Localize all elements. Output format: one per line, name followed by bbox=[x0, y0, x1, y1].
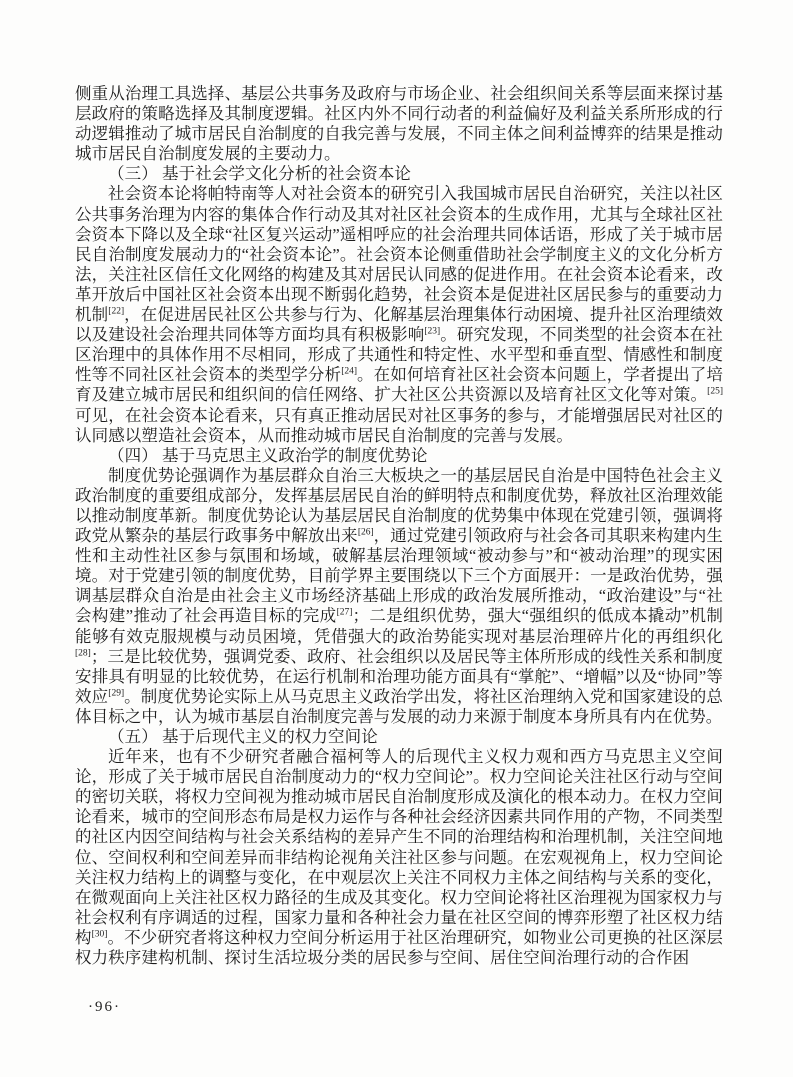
citation-superscript: [29] bbox=[108, 688, 125, 699]
citation-superscript: [27] bbox=[336, 607, 353, 618]
section-heading: （三） 基于社会学文化分析的社会资本论 bbox=[108, 164, 412, 184]
page-number: ·96· bbox=[88, 999, 121, 1015]
section-heading: （五） 基于后现代主义的权力空间论 bbox=[108, 727, 378, 746]
citation-superscript: [26] bbox=[357, 527, 374, 538]
section-heading: （四） 基于马克思主义政治学的制度优势论 bbox=[108, 445, 428, 465]
paragraph: 制度优势论强调作为基层群众自治三大板块之一的基层居民自治是中国特色社会主义政治制度的重要组成部分，发挥基层居民自治的鲜明特点和制度优势，释放社区治理效能以推动制度革新。制度优势论认为基层居民自治制度的优势集中体现在党建引领，强调将政党从繁杂的基层行政事务中解放出来[26]，通过党建引领政府与社会各司其职来构建内生性和主动性社区参与氛围和场域，破解基层治理领域“被动参与”和“被动治理”的现实困境。对于党建引领的制度优势，目前学界主要围绕以下三个方面展开：一是政治优势，强调基层群众自治是由社会主义市场经济基础上形成的政治发展所推动，“政治建设”与“社会构建”推动了社会再造目标的完成[27]；二是组织优势，强大“强组织的低成本撬动”机制能够有效克服规模与动员困境，凭借强大的政治势能实现对基层治理碎片化的再组织化[28]；三是比较优势，强调党委、政府、社会组织以及居民等主体所形成的线性关系和制度安排具有明显的比较优势，在运行机制和治理功能方面具有“掌舵”、“增幅”以及“协同”等效应[29]。制度优势论实际上从马克思主义政治学出发，将社区治理纳入党和国家建设的总体目标之中，认为城市基层自治制度完善与发展的动力来源于制度本身所具有内在优势。 bbox=[75, 465, 723, 726]
citation-superscript: [24] bbox=[341, 366, 358, 377]
paragraph: 近年来，也有不少研究者融合福柯等人的后现代主义权力观和西方马克思主义空间论，形成了关于城市居民自治制度动力的“权力空间论”。权力空间论关注社区行动与空间的密切关联，将权力空间视为推动城市居民自治制度形成及演化的根本动力。在权力空间论看来，城市的空间形态布局是权力运作与各种社会经济因素共同作用的产物，不同类型的社区内因空间结构与社会关系结构的差异产生不同的治理结构和治理机制，关注空间地位、空间权利和空间差异而非结构论视角关注社区参与问题。在宏观视角上，权力空间论关注权力结构上的调整与变化，在中观层次上关注不同权力主体之间结构与关系的变化，在微观面向上关注社区权力路径的生成及其变化。权力空间论将社区治理视为国家权力与社会权利有序调适的过程，国家力量和各种社会力量在社区空间的博弈形塑了社区权力结构[30]。不少研究者将这种权力空间分析运用于社区治理研究，如物业公司更换的社区深层权力秩序建构机制、探讨生活垃圾分类的居民参与空间、居住空间治理行动的合作困 bbox=[75, 747, 723, 968]
citation-superscript: [30] bbox=[91, 929, 108, 940]
document-body bbox=[75, 84, 723, 968]
citation-superscript: [22] bbox=[108, 306, 125, 317]
citation-superscript: [28] bbox=[75, 648, 91, 659]
citation-superscript: [23] bbox=[424, 326, 441, 337]
paragraph: 社会资本论将帕特南等人对社会资本的研究引入我国城市居民自治研究，关注以社区公共事务治理为内容的集体合作行动及其对社区社会资本的生成作用，尤其与全球社区社会资本下降以及全球“社区复兴运动”遥相呼应的社会治理共同体话语，形成了关于城市居民自治制度发展动力的“社会资本论”。社会资本论侧重借助社会学制度主义的文化分析方法，关注社区信任文化网络的构建及其对居民认同感的促进作用。在社会资本论看来，改革开放后中国社区社会资本出现不断弱化趋势，社会资本是促进社区居民参与的重要动力机制[22]，在促进居民社区公共参与行为、化解基层治理集体行动困境、提升社区治理绩效以及建设社会治理共同体等方面均具有积极影响[23]。研究发现，不同类型的社会资本在社区治理中的具体作用不尽相同，形成了共通性和特定性、水平型和垂直型、情感性和制度性等不同社区社会资本的类型学分析[24]。在如何培育社区社会资本问题上，学者提出了培育及建立城市居民和组织间的信任网络、扩大社区公共资源以及培育社区文化等对策。[25]可见，在社会资本论看来，只有真正推动居民对社区事务的参与，才能增强居民对社区的认同感以塑造社会资本，从而推动城市居民自治制度的完善与发展。 bbox=[75, 184, 724, 445]
paragraph: 侧重从治理工具选择、基层公共事务及政府与市场企业、社会组织间关系等层面来探讨基层政府的策略选择及其制度逻辑。社区内外不同行动者的利益偏好及利益关系所形成的行动逻辑推动了城市居民自治制度的自我完善与发展，不同主体之间利益博弈的结果是推动城市居民自治制度发展的主要动力。 bbox=[75, 84, 723, 164]
citation-superscript: [25] bbox=[707, 386, 723, 397]
